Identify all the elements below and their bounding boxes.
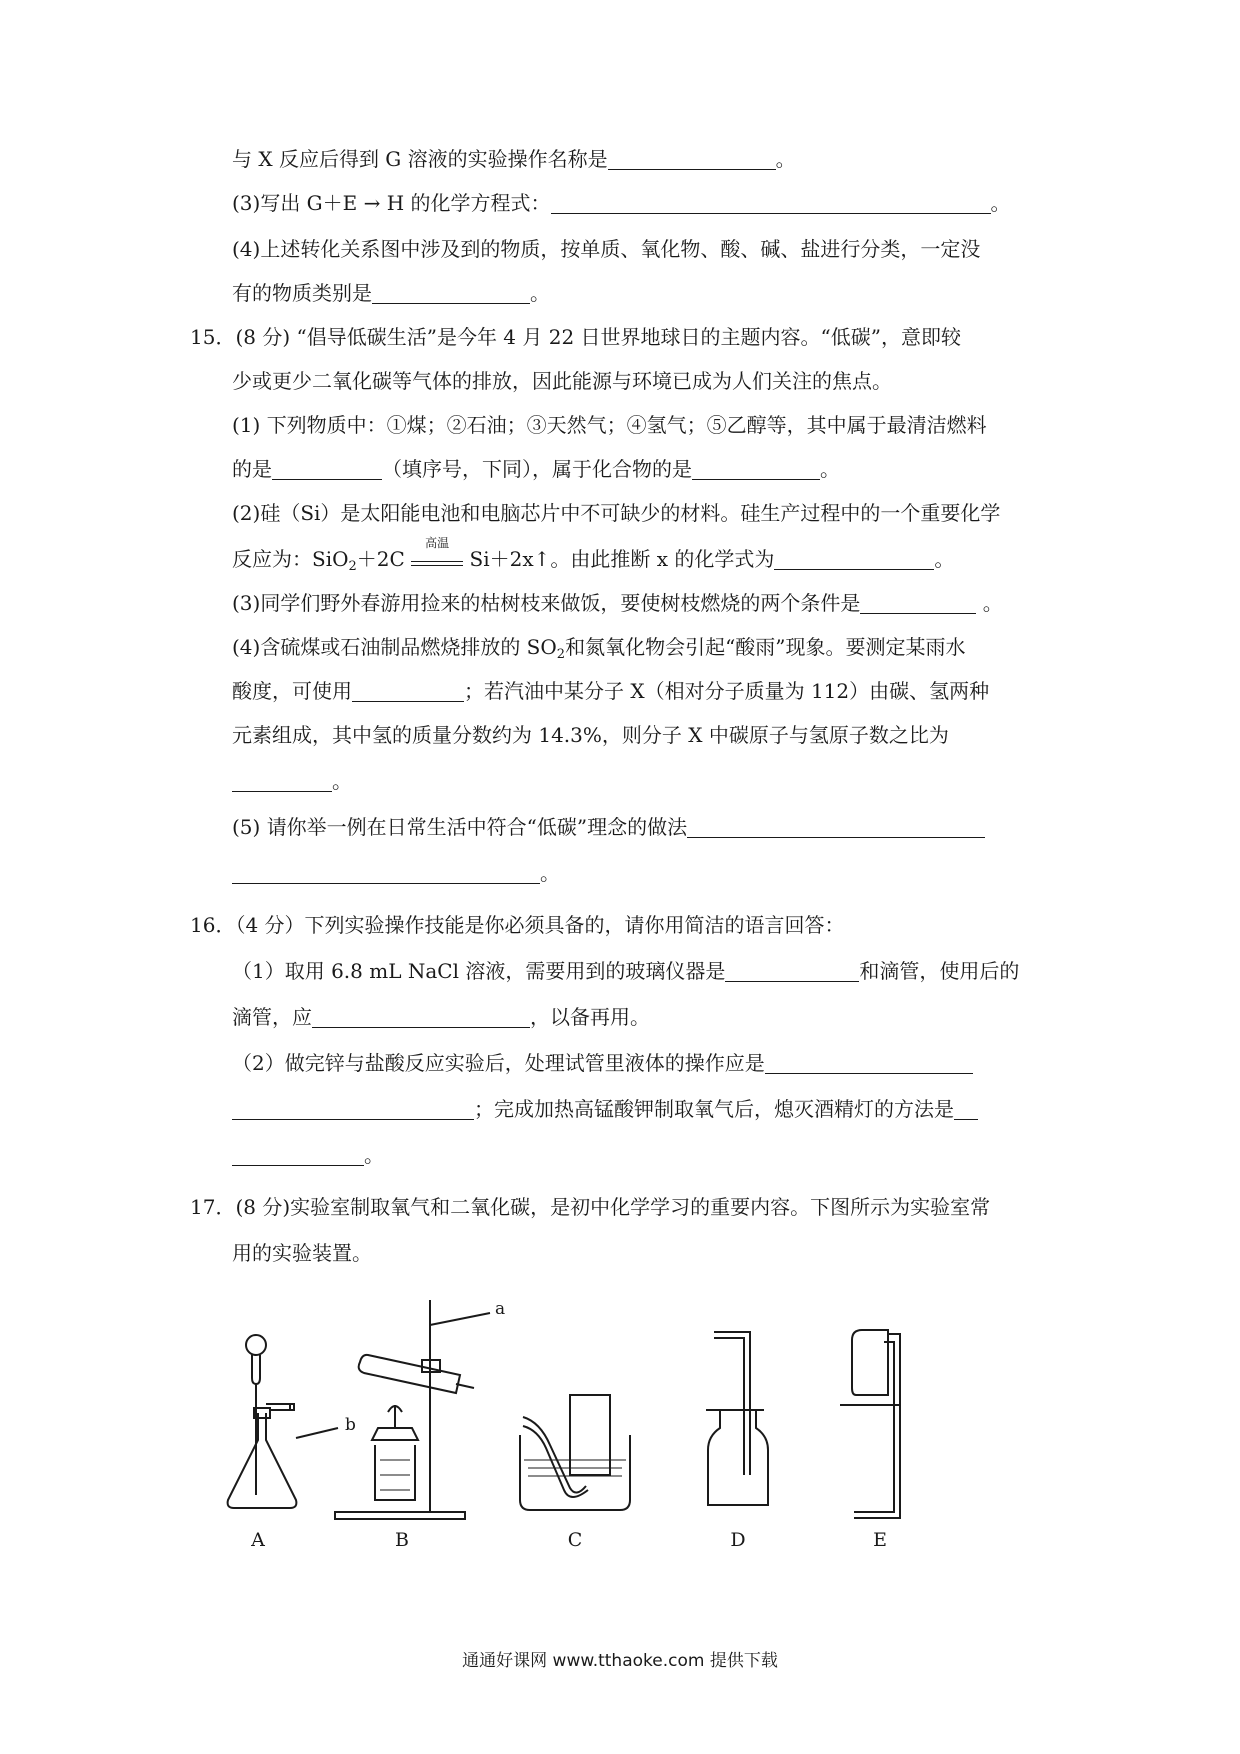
text-line [232, 536, 955, 580]
text-fragment: (8 分) “倡导低碳生活”是今年 4 月 22 日世界地球日的主题内容。“低碳”，意即较 [235, 325, 961, 349]
question-16-header [190, 912, 845, 938]
apparatus-c-water-trough [520, 1395, 630, 1550]
text-line [232, 190, 1011, 216]
text-line [232, 280, 550, 306]
text-fragment: 。 [982, 591, 1003, 615]
text-fragment: (4)含硫煤或石油制品燃烧排放的 SO [232, 635, 557, 659]
text-line [232, 958, 1019, 984]
text-line: (2)硅（Si）是太阳能电池和电脑芯片中不可缺少的材料。硅生产过程中的一个重要化学 [232, 501, 1001, 525]
answer-blank[interactable] [232, 1145, 364, 1166]
text-fragment: 。 [332, 769, 352, 793]
apparatus-d-gas-bottle [706, 1332, 768, 1550]
text-fragment: ＋2C [356, 547, 405, 571]
text-line [232, 1004, 650, 1030]
answer-blank[interactable] [608, 149, 776, 170]
text-fragment: 与 X 反应后得到 G 溶液的实验操作名称是 [232, 147, 608, 171]
apparatus-label-b: B [395, 1529, 409, 1550]
apparatus-b-heating [335, 1300, 505, 1550]
answer-blank[interactable] [860, 593, 976, 614]
question-number: 15． [190, 325, 236, 349]
text-fragment: (8 分)实验室制取氧气和二氧化碳，是初中化学学习的重要内容。下图所示为实验室常 [235, 1195, 991, 1219]
text-fragment: 。 [990, 191, 1011, 215]
text-fragment: (3)同学们野外春游用捡来的枯树枝来做饭，要使树枝燃烧的两个条件是 [232, 591, 861, 615]
text-line [232, 590, 1003, 616]
text-line: (4)上述转化关系图中涉及到的物质，按单质、氧化物、酸、碱、盐进行分类，一定没 [232, 237, 981, 261]
text-line: 元素组成，其中氢的质量分数约为 14.3%，则分子 X 中碳原子与氢原子数之比为 [232, 723, 949, 747]
text-fragment: ；若汽油中某分子 X（相对分子质量为 112）由碳、氢两种 [464, 679, 990, 703]
answer-blank[interactable] [232, 863, 540, 884]
apparatus-label-e: E [873, 1529, 887, 1550]
answer-blank[interactable] [551, 193, 991, 214]
answer-blank[interactable] [272, 459, 382, 480]
text-fragment: 反应为：SiO [232, 547, 349, 571]
answer-blank[interactable] [352, 681, 464, 702]
lab-apparatus-figure [220, 1300, 1060, 1550]
text-fragment: (3)写出 G＋E → H 的化学方程式： [232, 191, 551, 215]
text-line [232, 678, 989, 704]
text-line [232, 634, 966, 668]
subscript: 2 [348, 559, 357, 574]
text-line: (1) 下列物质中：①煤；②石油；③天然气；④氢气；⑤乙醇等，其中属于最清洁燃料 [232, 413, 987, 437]
text-fragment: 的是 [232, 457, 272, 481]
reaction-condition-arrow [411, 536, 463, 566]
text-fragment: 和滴管，使用后的 [859, 959, 1020, 983]
apparatus-label-d: D [730, 1529, 746, 1550]
pointer-label-b: b [345, 1415, 356, 1435]
question-15-header [190, 324, 961, 350]
subscript: 2 [556, 647, 566, 662]
text-line [232, 768, 352, 794]
text-line [232, 814, 985, 840]
answer-blank[interactable] [312, 1007, 530, 1028]
text-line [232, 1142, 384, 1168]
text-line [232, 1096, 978, 1122]
text-fragment: （1）取用 6.8 mL NaCl 溶液，需要用到的玻璃仪器是 [232, 959, 726, 983]
text-fragment: 。 [530, 281, 550, 305]
apparatus-label-a: A [251, 1529, 265, 1550]
answer-blank[interactable] [692, 459, 820, 480]
text-line [232, 456, 840, 482]
answer-blank[interactable] [372, 283, 530, 304]
question-17-header [190, 1194, 990, 1220]
text-fragment: （填序号，下同），属于化合物的是 [382, 457, 692, 481]
text-fragment: 。 [775, 147, 796, 171]
text-fragment: ，以备再用。 [530, 1005, 650, 1029]
question-number: 17． [190, 1195, 236, 1219]
text-line [232, 1050, 973, 1076]
text-fragment: ；完成加热高锰酸钾制取氧气后，熄灭酒精灯的方法是 [474, 1097, 954, 1121]
text-fragment: 和氮氧化物会引起“酸雨”现象。要测定某雨水 [565, 635, 966, 659]
answer-blank[interactable] [774, 549, 934, 570]
answer-blank[interactable] [765, 1053, 973, 1074]
text-fragment: 酸度，可使用 [232, 679, 352, 703]
pointer-label-a: a [495, 1300, 506, 1319]
apparatus-e-inverted-bottle [840, 1330, 900, 1550]
text-fragment: 。 [934, 547, 955, 571]
text-fragment: 滴管，应 [232, 1005, 312, 1029]
text-fragment: Si＋2x↑。由此推断 x 的化学式为 [469, 547, 775, 571]
text-line [232, 860, 560, 886]
apparatus-label-c: C [567, 1529, 583, 1550]
text-line: 少或更少二氧化碳等气体的排放，因此能源与环境已成为人们关注的焦点。 [232, 369, 892, 393]
text-fragment: 。 [820, 457, 840, 481]
answer-blank[interactable] [954, 1099, 978, 1120]
text-fragment: 。 [540, 861, 560, 885]
answer-blank[interactable] [687, 817, 985, 838]
answer-blank[interactable] [232, 1099, 474, 1120]
reaction-condition-label: 高温 [425, 536, 450, 550]
answer-blank[interactable] [232, 771, 332, 792]
text-line [232, 146, 796, 172]
answer-blank[interactable] [725, 961, 859, 982]
text-fragment: 有的物质类别是 [232, 281, 372, 305]
text-fragment: 。 [364, 1143, 384, 1167]
apparatus-a-flask [228, 1335, 356, 1550]
question-number: 16． [190, 913, 236, 937]
text-fragment: （2）做完锌与盐酸反应实验后，处理试管里液体的操作应是 [232, 1051, 765, 1075]
page-footer: 通通好课网 www.tthaoke.com 提供下载 [462, 1651, 778, 1671]
text-fragment: (5) 请你举一例在日常生活中符合“低碳”理念的做法 [232, 815, 688, 839]
text-line: 用的实验装置。 [232, 1241, 372, 1265]
text-fragment: （4 分）下列实验操作技能是你必须具备的，请你用简洁的语言回答： [235, 913, 845, 937]
